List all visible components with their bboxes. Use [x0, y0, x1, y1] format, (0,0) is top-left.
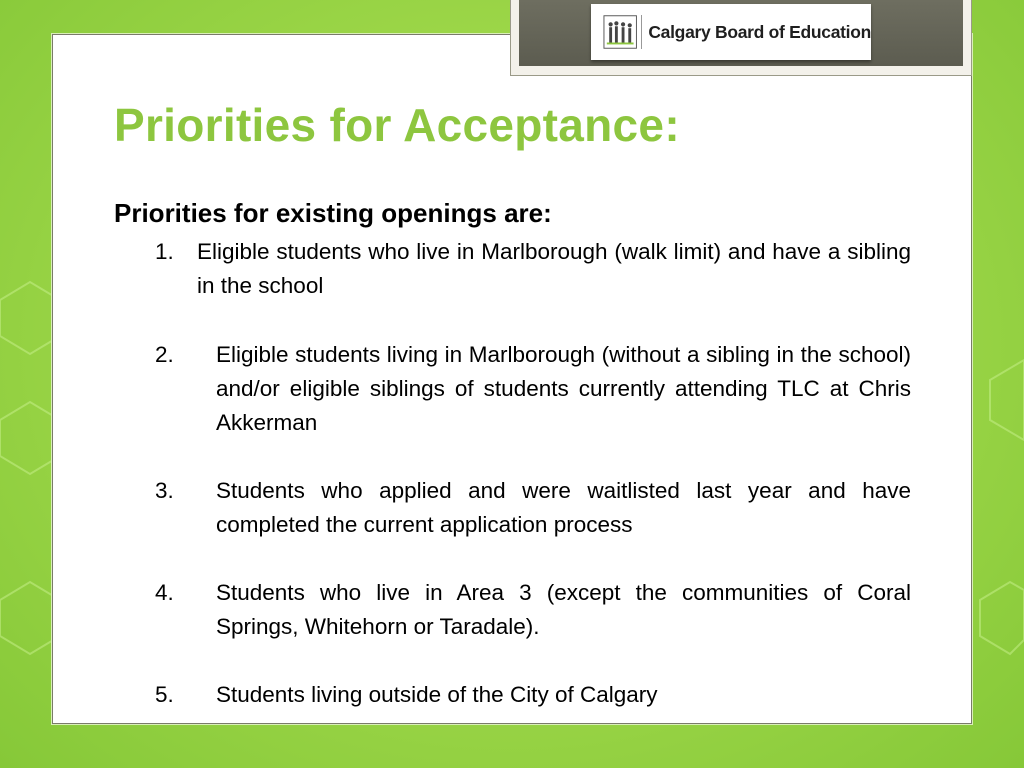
- priority-text: Eligible students living in Marlborough (without a sibling in the school) and/or eligible siblings of students currently attending TLC at Chris Akkerman: [216, 342, 911, 435]
- priority-text: Eligible students who live in Marlborough (walk limit) and have a sibling in the school: [197, 239, 911, 298]
- slide-title: Priorities for Acceptance:: [114, 99, 680, 151]
- logo-text: Calgary Board of Education: [648, 21, 871, 42]
- priority-number: 1.: [155, 239, 174, 264]
- logo-tab: [510, 0, 972, 76]
- logo: [591, 4, 871, 60]
- priority-number: 3.: [155, 478, 174, 503]
- priority-item-5: [155, 678, 911, 712]
- priority-item-1: [155, 235, 911, 303]
- priority-number: 5.: [155, 682, 174, 707]
- logo-divider: [641, 15, 642, 49]
- priority-item-4: [155, 576, 911, 644]
- subheading: Priorities for existing openings are:: [114, 198, 552, 228]
- priority-text: Students who live in Area 3 (except the communities of Coral Springs, Whitehorn or Taradale).: [216, 580, 911, 639]
- priority-text: Students living outside of the City of Calgary: [216, 682, 658, 707]
- cbe-people-icon: [603, 14, 637, 50]
- priority-text: Students who applied and were waitlisted last year and have completed the current application process: [216, 478, 911, 537]
- priority-number: 2.: [155, 342, 174, 367]
- priority-item-3: [155, 474, 911, 542]
- priority-number: 4.: [155, 580, 174, 605]
- logo-band: [519, 0, 963, 66]
- priority-item-2: [155, 338, 911, 440]
